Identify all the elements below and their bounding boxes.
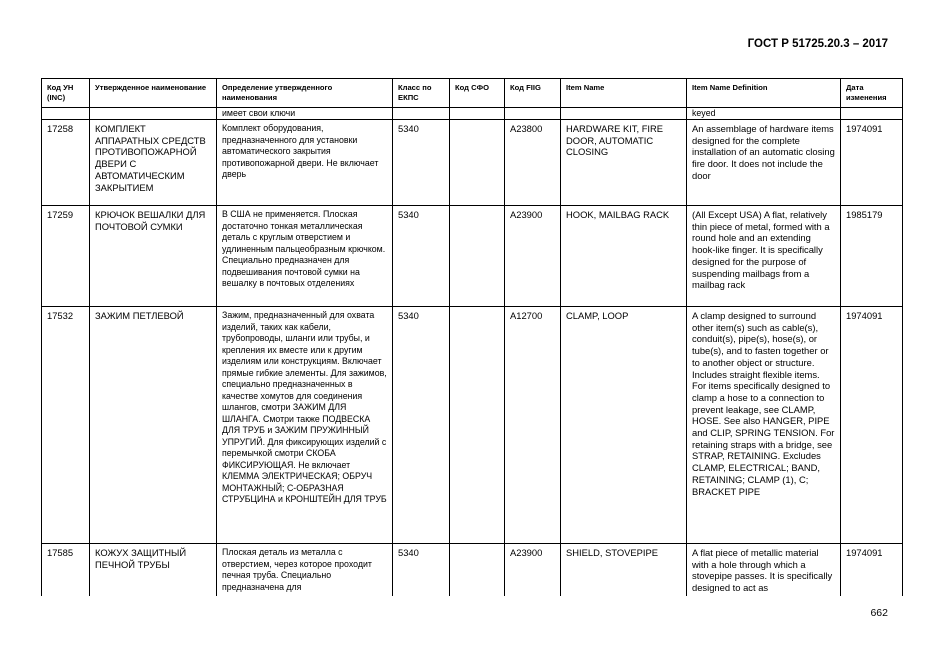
cell-definition-ru: Комплект оборудования, предназначенного для установки автоматического закрытия противопожарной двери. Не включает дверь xyxy=(217,120,393,206)
cell-fiig: A23900 xyxy=(505,206,561,307)
table-cell xyxy=(450,108,505,120)
column-header: Item Name Definition xyxy=(687,79,841,108)
cell-ekps: 5340 xyxy=(393,120,450,206)
cell-definition-ru: Плоская деталь из металла с отверстием, через которое проходит печная труба. Специально предназначена для xyxy=(217,544,393,596)
cell-fiig: A23900 xyxy=(505,544,561,596)
table-cell xyxy=(90,108,217,120)
table-row xyxy=(42,544,903,596)
cell-item-name: HOOK, MAILBAG RACK xyxy=(561,206,687,307)
column-header: Утвержденное наименование xyxy=(90,79,217,108)
cell-date: 1974091 xyxy=(841,544,903,596)
cell-definition-en: (All Except USA) A flat, relatively thin piece of metal, formed with a round hole and an extending hook-like finger. It is specifically designed for the purpose of suspending mailbags from a mailbag rack xyxy=(687,206,841,307)
cell-date: 1985179 xyxy=(841,206,903,307)
cell-definition-en: keyed xyxy=(687,108,841,120)
cell-sfo xyxy=(450,544,505,596)
cell-item-name: HARDWARE KIT, FIRE DOOR, AUTOMATIC CLOSING xyxy=(561,120,687,206)
cell-definition-en: A clamp designed to surround other item(s) such as cable(s), conduit(s), pipe(s), hose(s), or tube(s), and to fasten together or to another object or structure. Includes straight flexible items. For items specifically designed to clamp a hose to a connection to prevent leakage, see CLAMP, HOSE. See also HANGER, PIPE and CLIP, SPRING TENSION. For retaining straps with a bridge, see STRAP, RETAINING. Excludes CLAMP, ELECTRICAL; BAND, RETAINING; CLAMP (1), C; BRACKET PIPE xyxy=(687,307,841,544)
table-cell xyxy=(505,108,561,120)
column-header: Определение утвержденного наименования xyxy=(217,79,393,108)
column-header: Item Name xyxy=(561,79,687,108)
column-header: Код СФО xyxy=(450,79,505,108)
table-header-row xyxy=(42,79,903,108)
cell-inc: 17259 xyxy=(42,206,90,307)
column-header: Код УН (INC) xyxy=(42,79,90,108)
cell-sfo xyxy=(450,206,505,307)
cell-fiig: A23800 xyxy=(505,120,561,206)
cell-inc: 17585 xyxy=(42,544,90,596)
table-cell xyxy=(841,108,903,120)
cell-definition-ru: имеет свои ключи xyxy=(217,108,393,120)
column-header: Класс по ЕКПС xyxy=(393,79,450,108)
cell-inc: 17258 xyxy=(42,120,90,206)
cell-item-name: SHIELD, STOVEPIPE xyxy=(561,544,687,596)
cell-definition-en: A flat piece of metallic material with a hole through which a stovepipe passes. It is specifically designed to act as xyxy=(687,544,841,596)
cell-name-ru: ЗАЖИМ ПЕТЛЕВОЙ xyxy=(90,307,217,544)
cell-fiig: A12700 xyxy=(505,307,561,544)
cell-ekps: 5340 xyxy=(393,307,450,544)
cell-item-name: CLAMP, LOOP xyxy=(561,307,687,544)
cell-inc: 17532 xyxy=(42,307,90,544)
table-row xyxy=(42,120,903,206)
cell-name-ru: КОЖУХ ЗАЩИТНЫЙ ПЕЧНОЙ ТРУБЫ xyxy=(90,544,217,596)
catalog-table xyxy=(41,78,903,596)
cell-name-ru: КОМПЛЕКТ АППАРАТНЫХ СРЕДСТВ ПРОТИВОПОЖАРНОЙ ДВЕРИ С АВТОМАТИЧЕСКИМ ЗАКРЫТИЕМ xyxy=(90,120,217,206)
column-header: Дата изменения xyxy=(841,79,903,108)
cell-definition-en: An assemblage of hardware items designed for the complete installation of an automatic closing fire door. It does not include the door xyxy=(687,120,841,206)
cell-definition-ru: Зажим, предназначенный для охвата изделий, таких как кабели, трубопроводы, шланги или трубы, и крепления их вместе или к другим изделиям или конструкциям. Включает прямые гибкие элементы. Для зажимов, специально предназначенных в качестве хомутов для соединения шлангов, смотри ЗАЖИМ ДЛЯ ШЛАНГА. Смотри также ПОДВЕСКА ДЛЯ ТРУБ и ЗАЖИМ ПРУЖИННЫЙ УПРУГИЙ. Для фиксирующих изделий с перемычкой смотри СКОБА ФИКСИРУЮЩАЯ. Не включает КЛЕММА ЭЛЕКТРИЧЕСКАЯ; ОБРУЧ МОНТАЖНЫЙ; С-ОБРАЗНАЯ СТРУБЦИНА и КРОНШТЕЙН ДЛЯ ТРУБ xyxy=(217,307,393,544)
table-cell xyxy=(42,108,90,120)
cell-sfo xyxy=(450,307,505,544)
cell-date: 1974091 xyxy=(841,120,903,206)
table-row xyxy=(42,206,903,307)
cell-date: 1974091 xyxy=(841,307,903,544)
cell-ekps: 5340 xyxy=(393,206,450,307)
column-header: Код FIIG xyxy=(505,79,561,108)
document-title: ГОСТ Р 51725.20.3 – 2017 xyxy=(747,38,888,50)
table-cell xyxy=(393,108,450,120)
table-row xyxy=(42,307,903,544)
cell-sfo xyxy=(450,120,505,206)
table-row-continuation xyxy=(42,108,903,120)
table-cell xyxy=(561,108,687,120)
cell-ekps: 5340 xyxy=(393,544,450,596)
cell-definition-ru: В США не применяется. Плоская достаточно тонкая металлическая деталь с круглым отверстием и удлиненным пальцеобразным крючком. Специально предназначен для подвешивания почтовой сумки на вешалку в почтовых отделениях xyxy=(217,206,393,307)
page-number: 662 xyxy=(870,607,888,619)
cell-name-ru: КРЮЧОК ВЕШАЛКИ ДЛЯ ПОЧТОВОЙ СУМКИ xyxy=(90,206,217,307)
